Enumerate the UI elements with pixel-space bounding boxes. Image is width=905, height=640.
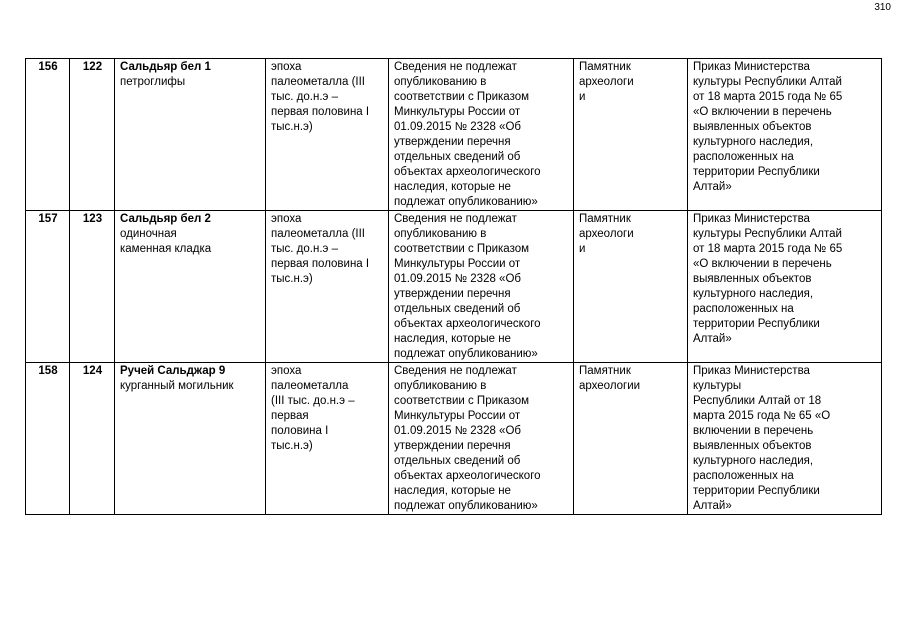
table-row (26, 211, 882, 363)
document-cell: Приказ Министерства культуры Республики Алтай от 18 марта 2015 года № 65 «О включении в перечень выявленных объектов культурного наследия, расположенных на территории Республики Алтай» (688, 211, 882, 363)
dating-cell: эпоха палеометалла (III тыс. до.н.э – первая половина I тыс.н.э) (266, 363, 389, 515)
object-name: Сальдьяр бел 1 (120, 61, 211, 73)
row-index-cell: 157 (26, 211, 70, 363)
object-number-cell: 122 (70, 59, 115, 211)
row-index-cell: 156 (26, 59, 70, 211)
object-type: одиночная каменная кладка (120, 228, 212, 255)
object-type: петроглифы (120, 76, 186, 88)
location-cell: Сведения не подлежат опубликованию в соответствии с Приказом Минкультуры России от 01.09.2015 № 2328 «Об утверждении перечня отдельных сведений об объектах археологического наследия, которые не подлежат опубликованию» (389, 211, 574, 363)
category-cell: Памятник археологи и (574, 59, 688, 211)
category-cell: Памятник археологи и (574, 211, 688, 363)
object-name: Ручей Сальджар 9 (120, 365, 226, 377)
dating-cell: эпоха палеометалла (III тыс. до.н.э – первая половина I тыс.н.э) (266, 211, 389, 363)
document-cell: Приказ Министерства культуры Республики Алтай от 18 марта 2015 года № 65 «О включении в перечень выявленных объектов культурного наследия, расположенных на территории Республики Алтай» (688, 363, 882, 515)
heritage-objects-table (25, 58, 882, 515)
location-cell: Сведения не подлежат опубликованию в соответствии с Приказом Минкультуры России от 01.09.2015 № 2328 «Об утверждении перечня отдельных сведений об объектах археологического наследия, которые не подлежат опубликованию» (389, 59, 574, 211)
category-cell: Памятник археологии (574, 363, 688, 515)
document-cell: Приказ Министерства культуры Республики Алтай от 18 марта 2015 года № 65 «О включении в перечень выявленных объектов культурного наследия, расположенных на территории Республики Алтай» (688, 59, 882, 211)
table-row (26, 59, 882, 211)
object-name-cell (115, 211, 266, 363)
object-type: курганный могильник (120, 380, 234, 392)
location-cell: Сведения не подлежат опубликованию в соответствии с Приказом Минкультуры России от 01.09.2015 № 2328 «Об утверждении перечня отдельных сведений об объектах археологического наследия, которые не подлежат опубликованию» (389, 363, 574, 515)
object-number-cell: 124 (70, 363, 115, 515)
page-number: 310 (874, 2, 891, 13)
object-name: Сальдьяр бел 2 (120, 213, 211, 225)
object-name-cell (115, 363, 266, 515)
dating-cell: эпоха палеометалла (III тыс. до.н.э – первая половина I тыс.н.э) (266, 59, 389, 211)
table-row (26, 363, 882, 515)
row-index-cell: 158 (26, 363, 70, 515)
object-number-cell: 123 (70, 211, 115, 363)
object-name-cell (115, 59, 266, 211)
